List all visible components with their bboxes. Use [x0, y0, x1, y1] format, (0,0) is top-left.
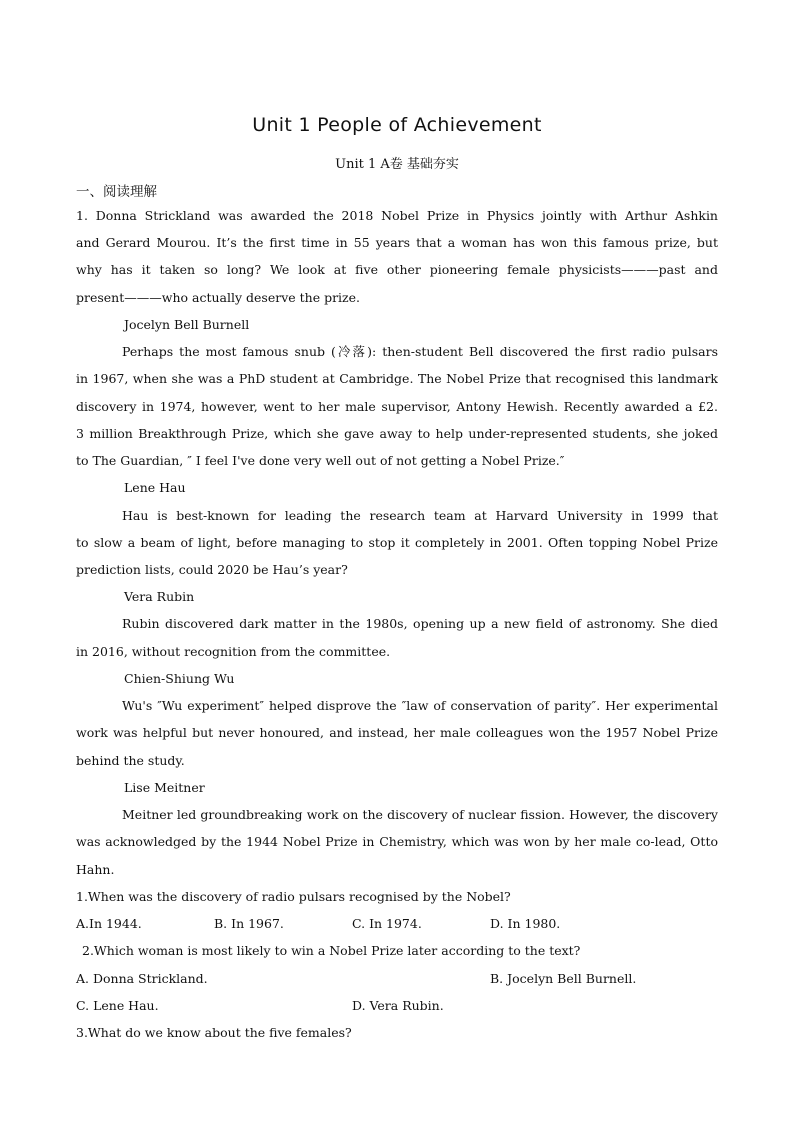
subheading-lise-meitner: Lise Meitner [124, 780, 205, 795]
document-title: Unit 1 People of Achievement [252, 114, 542, 136]
bell-line-3: discovery in 1974, however, went to her male supervisor, Antony Hewish. Recently awarded a £2. [76, 399, 718, 414]
meitner-line-2: was acknowledged by the 1944 Nobel Prize in Chemistry, which was won by her male co-lead, Otto [76, 834, 718, 849]
subheading-lene-hau: Lene Hau [124, 480, 186, 495]
question-1-option-d: D. In 1980. [490, 916, 561, 931]
subheading-chien-shiung-wu: Chien-Shiung Wu [124, 671, 235, 686]
intro-line-4: present———who actually deserve the prize. [76, 290, 361, 305]
subheading-bell-burnell: Jocelyn Bell Burnell [124, 317, 250, 332]
wu-line-3: behind the study. [76, 753, 185, 768]
question-1-option-b: B. In 1967. [214, 916, 284, 931]
hau-line-2: to slow a beam of light, before managing to stop it completely in 2001. Often topping Nobel Prize [76, 535, 718, 550]
rubin-line-1: Rubin discovered dark matter in the 1980s, opening up a new field of astronomy. She died [122, 616, 718, 631]
question-2-option-b: B. Jocelyn Bell Burnell. [490, 971, 637, 986]
bell-line-4: 3 million Breakthrough Prize, which she gave away to help under-represented students, she joked [76, 426, 718, 441]
bell-line-1: Perhaps the most famous snub (冷落): then-student Bell discovered the first radio pulsars [122, 344, 718, 359]
section-heading: 一、阅读理解 [76, 184, 157, 200]
hau-line-3: prediction lists, could 2020 be Hau’s year? [76, 562, 348, 577]
question-3-stem: 3.What do we know about the five females? [76, 1025, 352, 1040]
meitner-line-1: Meitner led groundbreaking work on the discovery of nuclear fission. However, the discovery [122, 807, 718, 822]
question-2-stem: 2.Which woman is most likely to win a Nobel Prize later according to the text? [82, 943, 581, 958]
rubin-line-2: in 2016, without recognition from the committee. [76, 644, 391, 659]
bell-line-2: in 1967, when she was a PhD student at Cambridge. The Nobel Prize that recognised this landmark [76, 371, 718, 386]
intro-line-1: 1. Donna Strickland was awarded the 2018 Nobel Prize in Physics jointly with Arthur Ashkin [76, 208, 718, 223]
subheading-vera-rubin: Vera Rubin [124, 589, 195, 604]
question-1-stem: 1.When was the discovery of radio pulsars recognised by the Nobel? [76, 889, 511, 904]
document-subtitle: Unit 1 A卷 基础夯实 [335, 157, 459, 172]
wu-line-1: Wu's ″Wu experiment″ helped disprove the ″law of conservation of parity″. Her experimental [122, 698, 718, 713]
intro-line-3: why has it taken so long? We look at five other pioneering female physicists———past and [76, 262, 718, 277]
wu-line-2: work was helpful but never honoured, and instead, her male colleagues won the 1957 Nobel Prize [76, 725, 718, 740]
question-2-option-a: A. Donna Strickland. [76, 971, 208, 986]
hau-line-1: Hau is best-known for leading the research team at Harvard University in 1999 that [122, 508, 718, 523]
question-1-option-a: A.In 1944. [76, 916, 142, 931]
intro-line-2: and Gerard Mourou. It’s the first time in 55 years that a woman has won this famous prize, but [76, 235, 718, 250]
question-2-option-c: C. Lene Hau. [76, 998, 159, 1013]
bell-line-5: to The Guardian, ″ I feel I've done very well out of not getting a Nobel Prize.″ [76, 453, 565, 468]
question-2-option-d: D. Vera Rubin. [352, 998, 444, 1013]
question-1-option-c: C. In 1974. [352, 916, 422, 931]
meitner-line-3: Hahn. [76, 862, 115, 877]
